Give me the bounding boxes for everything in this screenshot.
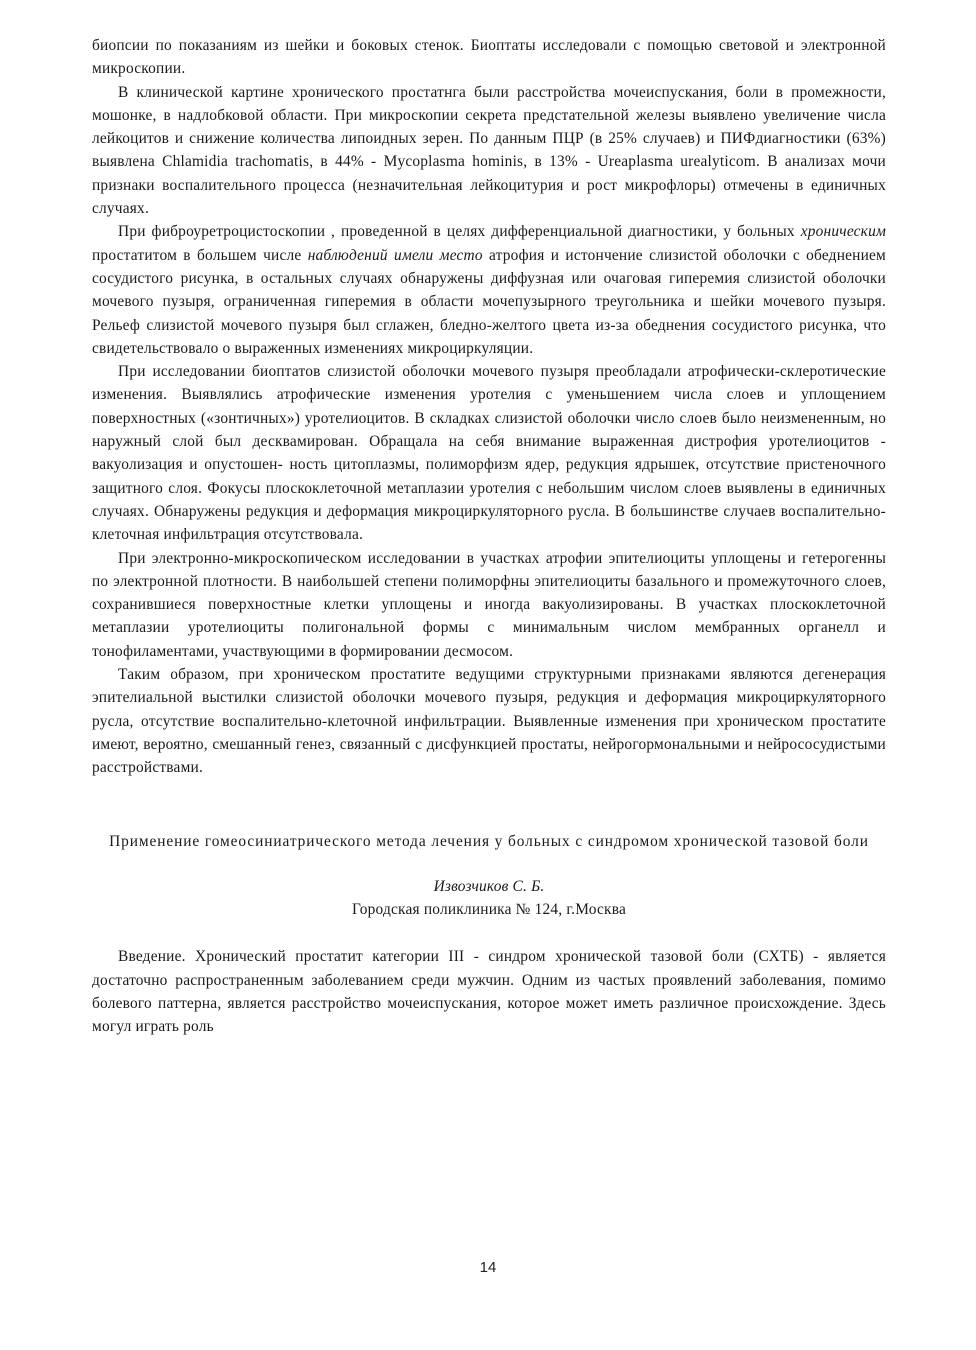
paragraph-clinical-picture: В клинической картине хронического простатнга были расстройства мочеиспускания, боли в промежности, мошонке, в надлобковой области. При микроскопии секрета предстательной железы выявлено увеличение числа лейкоцитов и снижение количества липоидных зерен. По данным ПЦР (в 25% случаев) и ПИФдиагностики (63%) выявлена Chlamidia trachomatis, в 44% - Mycoplasma hominis, в 13% - Ureaplasma urealyticom. В анализах мочи признаки воспалительного процесса (незначительная лейкоцитурия и рост микрофлоры) отмечены в единичных случаях. bbox=[92, 83, 886, 218]
paragraph-electron-microscopy: При электронно-микроскопическом исследовании в участках атрофии эпителиоциты уплощены и гетерогенны по электронной плотности. В наибольшей степени полиморфны эпителиоциты базального и промежуточного слоев, сохранившиеся поверхностные клетки уплощены и иногда вакуолизированы. В участках плоскоклеточной метаплазии уротелиоциты полигональной формы с минимальным числом мембранных органелл и тонофиламентами, участвующими в формировании десмосом. bbox=[92, 549, 886, 660]
article-title: Применение гомеосиниатрического метода лечения у больных с синдромом хронической тазовой боли bbox=[109, 832, 869, 850]
paragraph-continuation: биопсии по показаниям из шейки и боковых стенок. Биоптаты исследовали с помощью световой и электронной микроскопии. bbox=[92, 37, 886, 78]
article-affiliation: Городская поликлиника № 124, г.Москва bbox=[351, 901, 626, 919]
text-run: При фиброуретроцистоскопии , проведенной в целях дифференциальной диагностики, у больных bbox=[118, 223, 801, 241]
italic-text-run: наблюдений имели место bbox=[307, 246, 483, 264]
text-run: простатитом в большем числе bbox=[92, 246, 308, 264]
article-author: Извозчиков С. Б. bbox=[433, 877, 545, 895]
article-introduction: Введение. Хронический простатит категории III - синдром хронической тазовой боли (СХТБ) - является достаточно распространенным заболеванием среди мужчин. Одним из частых проявлений заболевания, помимо болевого паттерна, является расстройство мочеиспускания, которое может иметь различное происхождение. Здесь могул играть роль bbox=[92, 948, 886, 1036]
text-run: атрофия и истончение слизистой оболочки с обеднением сосудистого рисунка, в остальных случаях обнаружены диффузная или очаговая гиперемия слизистой оболочки мочевого пузыря, ограниченная гиперемия в области мочепузырного треугольника и шейки мочевого пузыря. Рельеф слизистой мочевого пузыря был сглажен, бледно-желтого цвета из-за обеднения сосудистого рисунка, что свидетельствовало о выраженных изменениях микроциркуляции. bbox=[92, 246, 887, 357]
italic-text-run: хроническим bbox=[800, 223, 886, 241]
paragraph-conclusion: Таким образом, при хроническом простатите ведущими структурными признаками являются дегенерация эпителиальной выстилки слизистой оболочки мочевого пузыря, редукция и деформация микроциркуляторного русла, отсутствие воспалительно-клеточной инфильтрации. Выявленные изменения при хроническом простатите имеют, вероятно, смешанный генез, связанный с дисфункцией простаты, нейрогормональными и нейрососудистыми расстройствами. bbox=[92, 666, 886, 777]
page-number: 14 bbox=[479, 1259, 497, 1276]
paragraph-biopsy-findings: При исследовании биоптатов слизистой оболочки мочевого пузыря преобладали атрофически-склеротические изменения. Выявлялись атрофические изменения уротелия с уменьшением числа слоев и уплощением поверхностных («зонтичных») уротелиоцитов. В складках слизистой оболочки число слоев было неизмененным, но наружный слой был десквамирован. Обращала на себя внимание выраженная дистрофия уротелиоцитов - вакуолизация и опустошен- ность цитоплазмы, полиморфизм ядер, редукция ядрышек, отсутствие пристеночного защитного слоя. Фокусы плоскоклеточной метаплазии уротелия с небольшим числом слоев выявлены в единичных случаях. Обнаружены редукция и деформация микроциркуляторного русла. В большинстве случаев воспалительно-клеточная инфильтрация отсутствовала. bbox=[92, 363, 886, 544]
page-body bbox=[92, 34, 886, 1039]
paragraph-cystoscopy bbox=[92, 220, 886, 360]
